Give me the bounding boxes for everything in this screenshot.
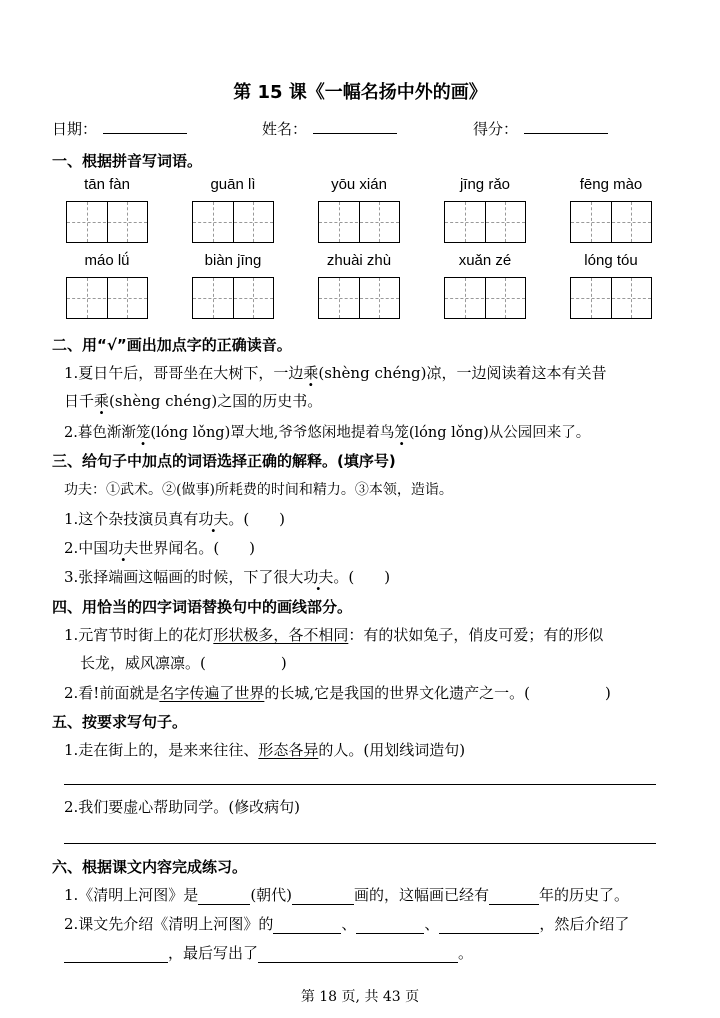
character-box[interactable]	[570, 277, 652, 319]
pinyin-label: yōu xián	[331, 176, 387, 193]
fill-blank[interactable]	[292, 886, 354, 905]
question-2-1-line-2: 日千乘(shèng chéng)之国的历史书。	[64, 392, 323, 410]
character-box[interactable]	[192, 277, 274, 319]
section-4-heading: 四、用恰当的四字词语替换句中的画线部分。	[52, 598, 353, 616]
fill-blank[interactable]	[64, 944, 168, 963]
character-box[interactable]	[66, 277, 148, 319]
page-footer: 第 18 页, 共 43 页	[300, 989, 420, 1005]
character-box[interactable]	[66, 201, 148, 243]
question-3-3: 3.张择端画这幅画的时候，下了很大功夫。( )	[64, 568, 391, 586]
question-5-2: 2.我们要虚心帮助同学。(修改病句)	[64, 798, 301, 816]
pinyin-label: guān lì	[210, 176, 256, 193]
date-field[interactable]	[103, 133, 187, 134]
section-3-heading: 三、给句子中加点的词语选择正确的解释。(填序号)	[52, 452, 396, 470]
character-box[interactable]	[192, 201, 274, 243]
question-4-2: 2.看!前面就是名字传遍了世界的长城,它是我国的世界文化遗产之一。( )	[64, 684, 611, 702]
pinyin-label: fēng mào	[579, 176, 643, 193]
page-title: 第 15 课《一幅名扬中外的画》	[233, 82, 487, 103]
name-field[interactable]	[313, 133, 397, 134]
answer-line[interactable]	[64, 843, 656, 844]
question-6-2-line-1: 2.课文先介绍《清明上河图》的 、 、 ，然后介绍了	[64, 915, 630, 933]
question-2-2: 2.暮色渐渐笼(lóng lǒng)罩大地,爷爷悠闲地提着鸟笼(lóng lǒng)从公园回来了。	[64, 425, 591, 441]
question-6-2-line-2: ，最后写出了 。	[64, 942, 473, 963]
gongfu-definitions: 功夫：①武术。②(做事)所耗费的时间和精力。③本领，造诣。	[64, 482, 453, 498]
pinyin-label: lóng tóu	[584, 252, 638, 269]
question-3-1: 1.这个杂技演员真有功夫。( )	[64, 510, 286, 528]
section-5-heading: 五、按要求写句子。	[52, 713, 188, 731]
score-field[interactable]	[524, 133, 608, 134]
fill-blank[interactable]	[356, 915, 424, 934]
question-2-1-line-1: 1.夏日午后，哥哥坐在大树下，一边乘(shèng chéng)凉，一边阅读着这本有关昔	[64, 364, 607, 382]
section-6-heading: 六、根据课文内容完成练习。	[52, 858, 248, 876]
question-4-1-line-2: 长龙，威风凛凛。( )	[80, 654, 287, 672]
fill-blank[interactable]	[489, 886, 539, 905]
pinyin-label: tān fàn	[84, 176, 130, 193]
section-2-heading: 二、用“√”画出加点字的正确读音。	[52, 336, 292, 354]
fill-blank[interactable]	[258, 944, 458, 963]
fill-blank[interactable]	[198, 886, 250, 905]
question-4-1-line-1: 1.元宵节时街上的花灯形状极多，各不相同：有的状如兔子，俏皮可爱；有的形似	[64, 626, 604, 644]
fill-blank[interactable]	[439, 915, 539, 934]
pinyin-label: jīng rǎo	[459, 176, 511, 193]
score-label: 得分：	[473, 120, 519, 138]
pinyin-label: máo lǘ	[84, 252, 130, 269]
pinyin-label: biàn jīng	[204, 252, 262, 269]
section-1-heading: 一、根据拼音写词语。	[52, 152, 203, 170]
character-box[interactable]	[318, 277, 400, 319]
pinyin-label: zhuài zhù	[326, 252, 392, 269]
character-box[interactable]	[318, 201, 400, 243]
character-box[interactable]	[570, 201, 652, 243]
name-label: 姓名：	[262, 120, 308, 138]
question-5-1: 1.走在街上的，是来来往往、形态各异的人。(用划线词造句)	[64, 741, 466, 759]
answer-line[interactable]	[64, 784, 656, 785]
character-box[interactable]	[444, 201, 526, 243]
question-3-2: 2.中国功夫世界闻名。( )	[64, 539, 256, 557]
pinyin-label: xuǎn zé	[458, 252, 512, 269]
date-label: 日期：	[52, 120, 98, 138]
character-box[interactable]	[444, 277, 526, 319]
question-6-1: 1.《清明上河图》是 (朝代) 画的，这幅画已经有 年的历史了。	[64, 886, 630, 904]
fill-blank[interactable]	[273, 915, 341, 934]
